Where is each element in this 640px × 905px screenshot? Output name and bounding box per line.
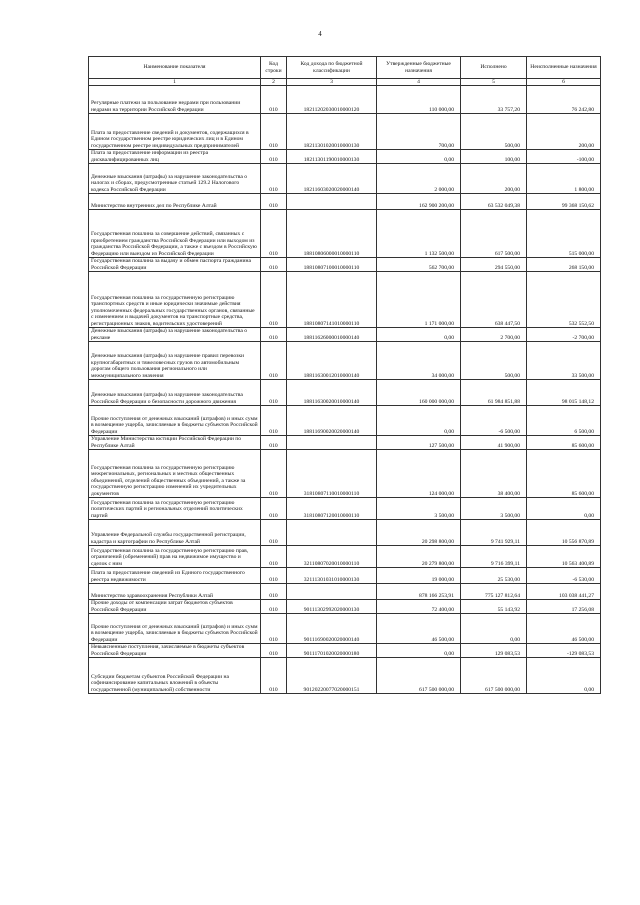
row-code-cell: 010 [261,380,287,406]
row-executed-cell: 638 447,50 [461,272,527,328]
row-code-cell: 010 [261,436,287,450]
row-name-cell: Плата за предоставление сведений и документов, содержащихся в Едином государственном реестре юридических лиц и в Едином государственном реестре индивидуальных предпринимателей [89,114,261,150]
row-executed-cell: 55 143,92 [461,600,527,614]
row-approved-cell: 162 900 200,00 [377,194,461,210]
row-code-cell: 010 [261,546,287,568]
column-number: 4 [377,79,461,86]
row-code-cell: 010 [261,644,287,658]
row-approved-cell: 20 298 800,00 [377,520,461,546]
row-executed-cell: -6 500,00 [461,406,527,436]
row-bk-cell: 90111690020020000140 [287,614,377,644]
table-row [89,272,601,328]
header-unexecuted: Неисполненные назначения [527,57,601,79]
row-unexecuted-cell: 85 600,00 [527,450,601,498]
row-unexecuted-cell: 103 038 441,27 [527,584,601,600]
table-row [89,406,601,436]
row-unexecuted-cell: 6 500,00 [527,406,601,436]
row-executed-cell: 500,00 [461,342,527,380]
row-unexecuted-cell: 0,00 [527,498,601,520]
row-bk-cell: 31810807110010000110 [287,450,377,498]
row-name-cell: Государственная пошлина за государственную регистрацию межрегиональных, региональных и местных общественных объединений, отделений общественных объединений, а также за государственную регистрацию изменений их учредительных документов [89,450,261,498]
row-bk-cell: 90111701020020000180 [287,644,377,658]
row-approved-cell: 46 500,00 [377,614,461,644]
row-approved-cell: 0,00 [377,150,461,164]
row-unexecuted-cell: 98 015 148,12 [527,380,601,406]
row-name-cell: Прочие поступления от денежных взысканий (штрафов) и иных сумм в возмещение ущерба, зачисляемые в бюджеты субъектов Российской Федерации [89,614,261,644]
row-bk-cell [287,584,377,600]
table-row [89,658,601,694]
row-unexecuted-cell: 46 500,00 [527,614,601,644]
row-bk-cell: 18811630012010000140 [287,342,377,380]
table-row [89,342,601,380]
header-executed: Исполнено [461,57,527,79]
row-code-cell: 010 [261,342,287,380]
row-approved-cell: 700,00 [377,114,461,150]
table-row [89,584,601,600]
row-name-cell: Управление Федеральной службы государственной регистрации, кадастра и картографии по Республике Алтай [89,520,261,546]
row-code-cell: 010 [261,114,287,150]
row-approved-cell: 562 700,00 [377,258,461,272]
row-bk-cell: 18810806000010000110 [287,210,377,258]
row-unexecuted-cell: -100,00 [527,150,601,164]
row-code-cell: 010 [261,498,287,520]
row-executed-cell: 38 400,00 [461,450,527,498]
header-bk: Код дохода по бюджетной классификации [287,57,377,79]
row-code-cell: 010 [261,328,287,342]
row-code-cell: 010 [261,258,287,272]
table-row [89,546,601,568]
row-unexecuted-cell: 10 556 870,89 [527,520,601,546]
header-approved: Утвержденные бюджетные назначения [377,57,461,79]
row-executed-cell: 617 500 000,00 [461,658,527,694]
row-executed-cell: 0,00 [461,614,527,644]
row-approved-cell: 127 500,00 [377,436,461,450]
row-approved-cell: 19 000,00 [377,568,461,584]
table-row [89,614,601,644]
row-name-cell: Государственная пошлина за совершение действий, связанных с приобретением гражданства Российской Федерации или выходом из гражданства Российской Федерации, а также с въездом в Российскую Федерацию или выездом из Российской Федерации [89,210,261,258]
table-row [89,210,601,258]
row-code-cell: 010 [261,86,287,114]
row-executed-cell: 100,00 [461,150,527,164]
row-unexecuted-cell: 85 600,00 [527,436,601,450]
row-approved-cell: 2 000,00 [377,164,461,194]
row-unexecuted-cell: 76 242,80 [527,86,601,114]
table-row [89,498,601,520]
row-bk-cell: 18811690020020000140 [287,406,377,436]
row-executed-cell: 617 500,00 [461,210,527,258]
row-code-cell: 010 [261,600,287,614]
row-approved-cell: 878 166 253,91 [377,584,461,600]
column-number: 6 [527,79,601,86]
row-bk-cell: 18810807100010000110 [287,258,377,272]
row-bk-cell: 32110807020010000110 [287,546,377,568]
row-bk-cell: 18811630020010000140 [287,380,377,406]
table-header-row [89,57,601,79]
row-executed-cell: 25 530,00 [461,568,527,584]
row-code-cell: 010 [261,210,287,258]
column-number: 1 [89,79,261,86]
row-name-cell: Денежные взыскания (штрафы) за нарушение законодательства о налогах и сборах, предусмотренные статьей 129.2 Налогового кодекса Российской Федерации [89,164,261,194]
page-number: 4 [318,30,322,38]
table-row [89,450,601,498]
row-name-cell: Государственная пошлина за государственную регистрацию политических партий и региональных отделений политических партий [89,498,261,520]
row-code-cell: 010 [261,194,287,210]
row-approved-cell: 34 000,00 [377,342,461,380]
row-name-cell: Министерство здравоохранения Республики Алтай [89,584,261,600]
row-approved-cell: 3 500,00 [377,498,461,520]
row-name-cell: Денежные взыскания (штрафы) за нарушение законодательства Российской Федерации о безопасности дорожного движения [89,380,261,406]
row-bk-cell: 18211603020020000140 [287,164,377,194]
row-code-cell: 010 [261,450,287,498]
row-code-cell: 010 [261,272,287,328]
row-unexecuted-cell: -129 083,53 [527,644,601,658]
column-number: 5 [461,79,527,86]
row-executed-cell: 3 500,00 [461,498,527,520]
row-unexecuted-cell: 10 563 400,89 [527,546,601,568]
row-unexecuted-cell: 515 000,00 [527,210,601,258]
row-executed-cell: 9 716 399,11 [461,546,527,568]
row-approved-cell: 124 000,00 [377,450,461,498]
table-row [89,194,601,210]
row-name-cell: Плата за предоставление информации из реестра дисквалифицированных лиц [89,150,261,164]
row-name-cell: Прочие доходы от компенсации затрат бюджетов субъектов Российской Федерации [89,600,261,614]
row-bk-cell: 18211301020010000130 [287,114,377,150]
row-bk-cell: 32111301031010000130 [287,568,377,584]
row-approved-cell: 72 400,00 [377,600,461,614]
table-row [89,600,601,614]
row-executed-cell: 63 532 049,38 [461,194,527,210]
row-code-cell: 010 [261,406,287,436]
table-row [89,164,601,194]
row-unexecuted-cell: 1 800,00 [527,164,601,194]
row-name-cell: Денежные взыскания (штрафы) за нарушение правил перевозки крупногабаритных и тяжеловесных грузов по автомобильным дорогам общего пользования регионального или межмуниципального значения [89,342,261,380]
row-name-cell: Государственная пошлина за выдачу и обмен паспорта гражданина Российской Федерации [89,258,261,272]
row-bk-cell: 90120220077020000151 [287,658,377,694]
row-name-cell: Прочие поступления от денежных взысканий (штрафов) и иных сумм в возмещение ущерба, зачисляемые в бюджеты субъектов Российской Федерации [89,406,261,436]
row-unexecuted-cell: 268 150,00 [527,258,601,272]
table-row [89,380,601,406]
income-table [88,56,601,694]
row-approved-cell: 0,00 [377,328,461,342]
row-executed-cell: 33 757,20 [461,86,527,114]
row-approved-cell: 0,00 [377,644,461,658]
row-unexecuted-cell: -2 700,00 [527,328,601,342]
row-bk-cell: 18811626000010000140 [287,328,377,342]
row-bk-cell [287,194,377,210]
table-row [89,644,601,658]
row-approved-cell: 110 000,00 [377,86,461,114]
row-executed-cell: 129 083,53 [461,644,527,658]
column-number-row [89,79,601,86]
row-name-cell: Субсидии бюджетам субъектов Российской Федерации на софинансирование капитальных вложений в объекты государственной (муниципальной) собственности [89,658,261,694]
column-number: 3 [287,79,377,86]
row-bk-cell: 31810807120010000110 [287,498,377,520]
row-bk-cell: 18211301190010000130 [287,150,377,164]
header-name: Наименование показателя [89,57,261,79]
row-unexecuted-cell: 0,00 [527,658,601,694]
row-approved-cell: 617 500 000,00 [377,658,461,694]
row-unexecuted-cell: 17 256,08 [527,600,601,614]
row-executed-cell: 500,00 [461,114,527,150]
table-row [89,568,601,584]
row-executed-cell: 2 700,00 [461,328,527,342]
table-row [89,328,601,342]
row-bk-cell: 18211202030010000120 [287,86,377,114]
row-name-cell: Плата за предоставление сведений из Единого государственного реестра недвижимости [89,568,261,584]
column-number: 2 [261,79,287,86]
table-row [89,520,601,546]
row-name-cell: Государственная пошлина за государственную регистрацию транспортных средств и иные юридически значимые действия уполномоченных федеральных государственных органов, связанные с изменением и выдачей документов на транспортные средства, регистрационных знаков, водительских удостоверений [89,272,261,328]
row-code-cell: 010 [261,568,287,584]
table-row [89,150,601,164]
row-code-cell: 010 [261,658,287,694]
row-bk-cell: 18810807141010000110 [287,272,377,328]
row-executed-cell: 41 900,00 [461,436,527,450]
row-name-cell: Денежные взыскания (штрафы) за нарушение законодательства о рекламе [89,328,261,342]
row-bk-cell [287,520,377,546]
row-code-cell: 010 [261,584,287,600]
table-row [89,436,601,450]
row-name-cell: Министерство внутренних дел по Республике Алтай [89,194,261,210]
row-unexecuted-cell: 200,00 [527,114,601,150]
row-unexecuted-cell: 99 368 150,62 [527,194,601,210]
header-code: Код строки [261,57,287,79]
row-code-cell: 010 [261,150,287,164]
row-approved-cell: 20 279 800,00 [377,546,461,568]
row-code-cell: 010 [261,164,287,194]
row-approved-cell: 1 171 000,00 [377,272,461,328]
row-executed-cell: 294 550,00 [461,258,527,272]
row-bk-cell: 90111302992020000130 [287,600,377,614]
row-executed-cell: 9 741 929,11 [461,520,527,546]
row-approved-cell: 0,00 [377,406,461,436]
row-unexecuted-cell: -6 530,00 [527,568,601,584]
table-row [89,114,601,150]
row-unexecuted-cell: 532 552,50 [527,272,601,328]
row-approved-cell: 1 132 500,00 [377,210,461,258]
table-row [89,86,601,114]
row-name-cell: Государственная пошлина за государственную регистрацию прав, ограничений (обременений) прав на недвижимое имущество и сделок с ним [89,546,261,568]
table-row [89,258,601,272]
row-executed-cell: 61 984 851,88 [461,380,527,406]
row-name-cell: Управление Министерства юстиции Российской Федерации по Республике Алтай [89,436,261,450]
row-code-cell: 010 [261,520,287,546]
row-bk-cell [287,436,377,450]
row-executed-cell: 775 127 812,64 [461,584,527,600]
row-code-cell: 010 [261,614,287,644]
row-executed-cell: 200,00 [461,164,527,194]
row-name-cell: Невыясненные поступления, зачисляемые в бюджеты субъектов Российской Федерации [89,644,261,658]
row-approved-cell: 160 000 000,00 [377,380,461,406]
row-name-cell: Регулярные платежи за пользование недрами при пользовании недрами на территории Российской Федерации [89,86,261,114]
row-unexecuted-cell: 33 500,00 [527,342,601,380]
